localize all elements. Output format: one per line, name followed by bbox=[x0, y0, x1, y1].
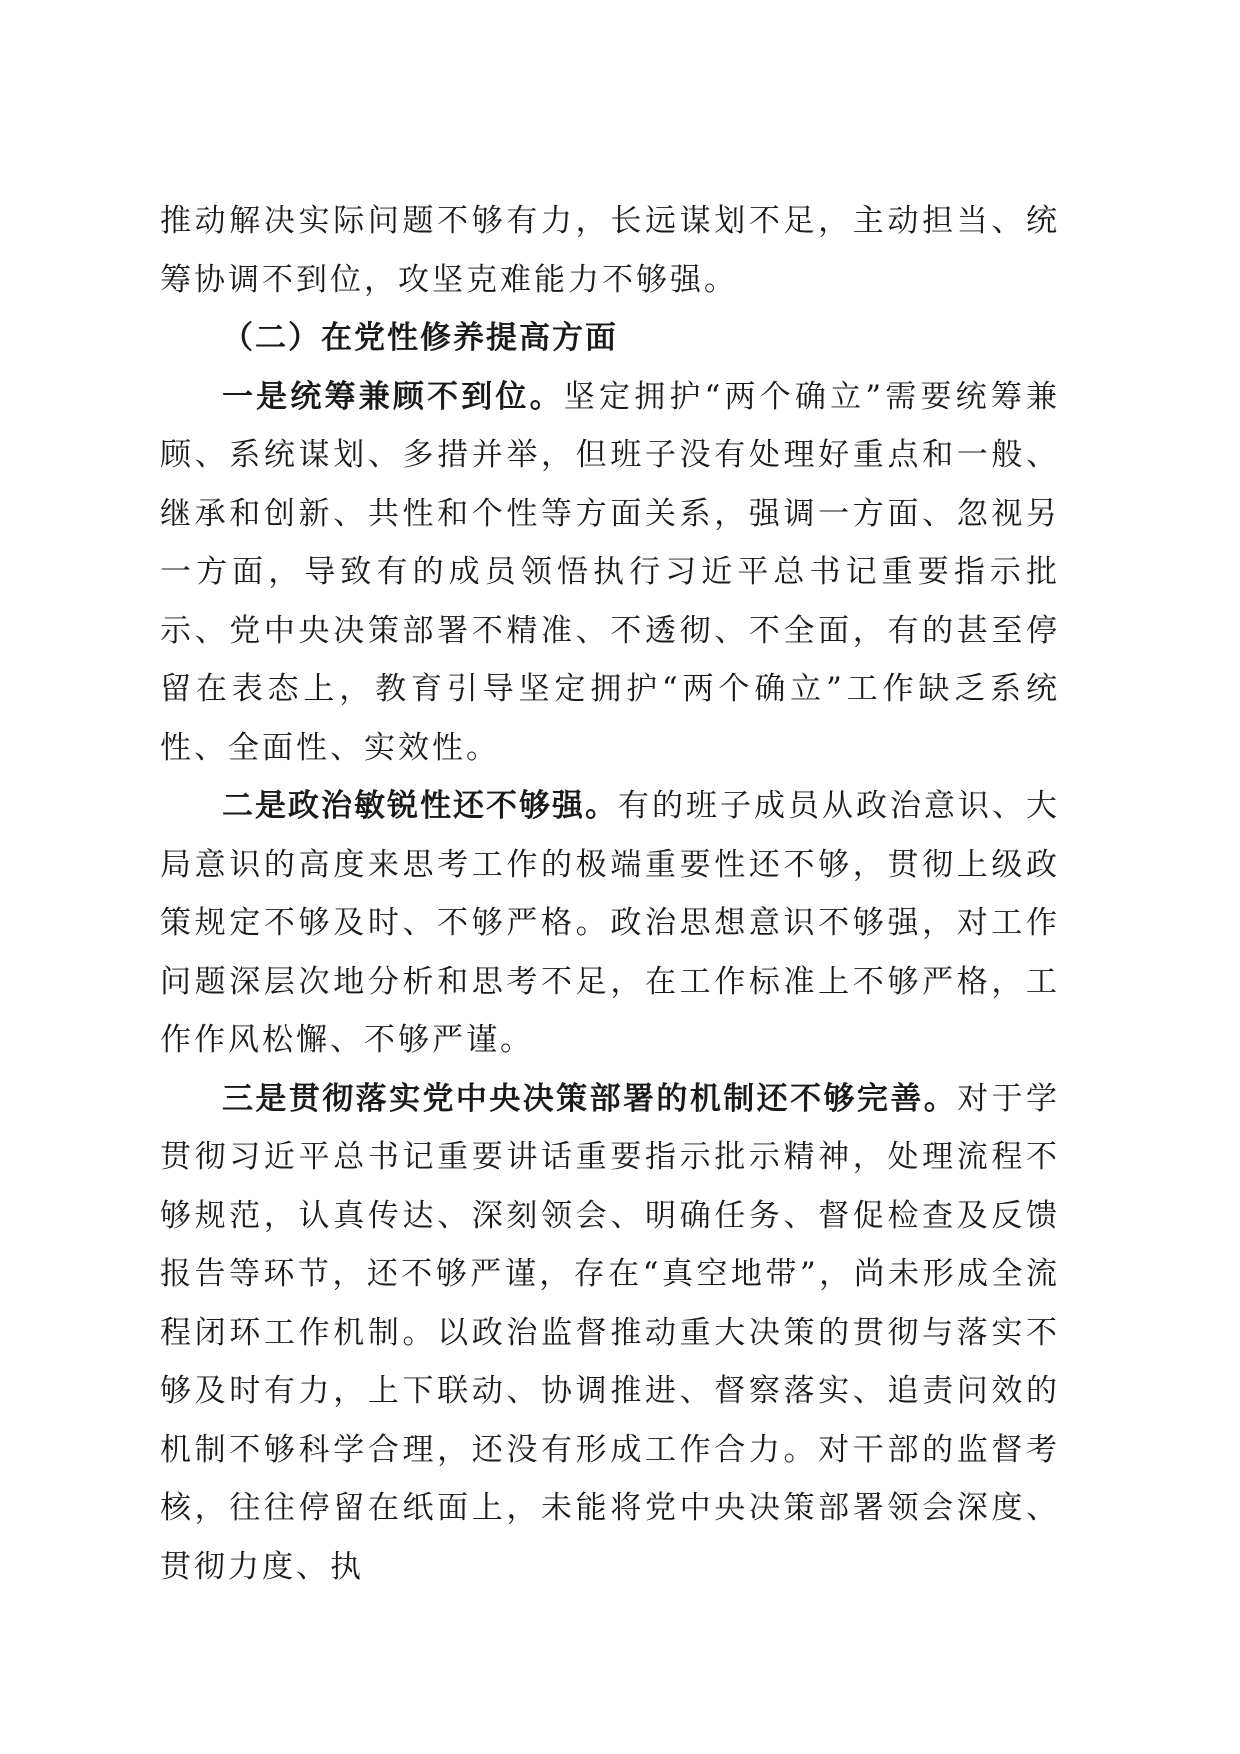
item-paragraph-1 bbox=[160, 368, 1060, 778]
item-body-2: 有的班子成员从政治意识、大局意识的高度来思考工作的极端重要性还不够，贯彻上级政策规定不够及时、不够严格。政治思想意识不够强，对工作问题深层次地分析和思考不足，在工作标准上不够严格，工作作风松懈、不够严谨。 bbox=[160, 788, 1060, 1058]
document-page bbox=[160, 192, 1060, 1596]
item-lead-1: 一是统筹兼顾不到位。 bbox=[222, 378, 564, 415]
item-paragraph-3 bbox=[160, 1070, 1060, 1597]
item-lead-3: 三是贯彻落实党中央决策部署的机制还不够完善。 bbox=[222, 1080, 958, 1117]
section-heading: （二）在党性修养提高方面 bbox=[222, 320, 618, 356]
item-lead-2: 二是政治敏锐性还不够强。 bbox=[222, 788, 618, 824]
intro-paragraph: 推动解决实际问题不够有力，长远谋划不足，主动担当、统筹协调不到位，攻坚克难能力不够强。 bbox=[160, 203, 1060, 298]
item-body-3: 对于学贯彻习近平总书记重要讲话重要指示批示精神，处理流程不够规范，认真传达、深刻领会、明确任务、督促检查及反馈报告等环节，还不够严谨，存在“真空地带”，尚未形成全流程闭环工作机制。以政治监督推动重大决策的贯彻与落实不够及时有力，上下联动、协调推进、督察落实、追责问效的机制不够科学合理，还没有形成工作合力。对干部的监督考核，往往停留在纸面上，未能将党中央决策部署领会深度、贯彻力度、执 bbox=[160, 1080, 1061, 1585]
item-paragraph-2 bbox=[160, 777, 1060, 1070]
item-body-1: 坚定拥护“两个确立”需要统筹兼顾、系统谋划、多措并举，但班子没有处理好重点和一般、继承和创新、共性和个性等方面关系，强调一方面、忽视另一方面，导致有的成员领悟执行习近平总书记重要指示批示、党中央决策部署不精准、不透彻、不全面，有的甚至停留在表态上，教育引导坚定拥护“两个确立”工作缺乏系统性、全面性、实效性。 bbox=[160, 378, 1060, 766]
